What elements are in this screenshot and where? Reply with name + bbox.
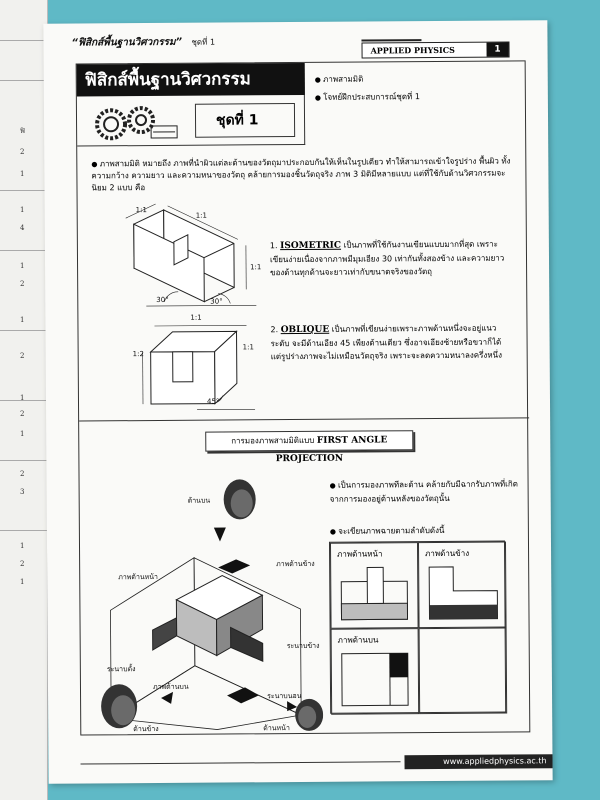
set-box: ชุดที่ 1	[195, 103, 295, 138]
topic-list	[315, 70, 420, 107]
view-cell-top	[331, 628, 420, 715]
view-grid	[329, 541, 506, 714]
header-title: “ฟิสิกส์พื้นฐานวิศวกรรม”	[71, 36, 183, 49]
method-oblique: 2. OBLIQUE เป็นภาพที่เขียนง่ายเพราะภาพด้านหนึ่งจะอยู่แนวระดับ จะมีด้านเอียง 45 เพียงด้านเดียว ซึ่งอาจเอียงซ้ายหรือขวาก็ได้ แต่รูปร่างภาพจะไม่เหมือนวัตถุจริง เพราะจะลดความหนาลงครึ่งหนึ่ง	[270, 323, 503, 362]
method-name: OBLIQUE	[280, 324, 330, 336]
label-eye-side: ด้านข้าง	[133, 724, 159, 734]
view-label: ภาพด้านบน	[337, 635, 379, 645]
topic-item: ● ภาพสามมิติ	[315, 70, 420, 89]
iso-scale-label: 1:1	[195, 211, 207, 220]
left-page-number: 1	[20, 394, 25, 402]
label-plane-right: ระนาบข้าง	[286, 641, 320, 651]
iso-scale-label: 1:1	[135, 206, 147, 215]
method-name: ISOMETRIC	[280, 240, 342, 252]
left-page-number: 2	[20, 470, 25, 478]
page-title: ฟิสิกส์พื้นฐานวิศวกรรม	[77, 63, 305, 97]
label-plan-face: ภาพด้านบน	[152, 682, 189, 692]
iso-scale-label: 1:1	[250, 263, 262, 272]
left-page-number: 4	[20, 224, 25, 232]
top-view-drawing	[340, 651, 412, 710]
title-block	[77, 63, 306, 147]
left-page-number: 2	[20, 148, 25, 156]
header-rule	[361, 39, 421, 41]
isometric-figure	[106, 201, 277, 312]
left-page-number: 1	[20, 542, 25, 550]
oblique-figure	[136, 321, 267, 414]
oblique-angle-label: 45°	[206, 397, 220, 406]
left-page-number: 2	[20, 410, 25, 418]
bullet-item: ● จะเขียนภาพฉายตามลำดับดังนี้	[330, 523, 520, 538]
label-top-view: ด้านบน	[187, 496, 211, 505]
side-view-drawing	[427, 565, 499, 624]
left-page-edge	[0, 0, 48, 800]
left-page-number: 1	[20, 262, 25, 270]
left-page-number: 1	[20, 430, 25, 438]
method-isometric: 1. ISOMETRIC เป็นภาพที่ใช้กันงานเขียนแบบมากที่สุด เพราะเขียนง่ายเนื่องจากภาพมีมุมเอียง 30 เท่ากันทั้งสองข้าง และความยาวของด้านทุกด้านจะยาวเท่ากับขนาดจริงของวัตถุ	[269, 239, 505, 278]
left-page-number: 1	[20, 316, 25, 324]
view-label: ภาพด้านข้าง	[425, 548, 470, 559]
bullet-item: ● เป็นการมองภาพทีละด้าน คล้ายกับมีฉากรับภาพที่เกิดจากการมองอยู่ด้านหลังของวัตถุนั้น	[330, 477, 520, 505]
brand-box	[361, 42, 509, 59]
header-set: ชุดที่ 1	[191, 37, 216, 47]
brand-label: APPLIED PHYSICS	[370, 44, 455, 56]
method-text: เป็นภาพที่เขียนง่ายเพราะภาพด้านหนึ่งจะอยู่แนวระดับ จะมีด้านเอียง 45 เพียงด้านเดียว ซึ่งอาจเอียงซ้ายหรือขวาก็ได้ แต่รูปร่างภาพจะไม่เหมือนวัตถุจริง เพราะจะลดความหนาลงครึ่งหนึ่ง	[270, 323, 503, 362]
label-side-face: ภาพด้านข้าง	[276, 559, 315, 569]
label-front-face: ภาพด้านหน้า	[118, 572, 159, 582]
view-cell-front	[330, 542, 419, 629]
oblique-scale-label: 1:1	[190, 313, 202, 322]
left-page-number: ฟิ	[20, 127, 25, 135]
left-page-number: 1	[20, 170, 25, 178]
intro-paragraph: ● ภาพสามมิติ หมายถึง ภาพที่นำผิวแต่ละด้านของวัตถุมาประกอบกันให้เห็นในรูปเดียว ทำให้สามารถเข้าใจรูปร่าง พื้นผิว ทั้งความกว้าง ความยาว และความหนาของวัตถุ คล้ายการมองชิ้นวัตถุจริง ภาพ 3 มิติมีหลายแบบ แต่ที่ใช้กับด้านวิศวกรรมจะนิยม 2 แบบ คือ	[91, 156, 511, 195]
view-label: ภาพด้านหน้า	[337, 549, 383, 559]
label-plane-bottom: ระนาบนอน	[267, 691, 302, 701]
left-page-number: 1	[20, 206, 25, 214]
oblique-scale-label: 1:1	[242, 343, 254, 352]
view-cell-empty	[419, 628, 508, 715]
view-cell-side	[418, 542, 507, 629]
worksheet-page	[43, 20, 552, 784]
section-divider	[79, 417, 529, 421]
iso-angle-label: 30°	[156, 295, 169, 304]
first-angle-heading: การมองภาพสามมิติแบบ FIRST ANGLE PROJECTION	[205, 430, 413, 451]
front-view-drawing	[339, 565, 411, 624]
iso-angle-label: 30°	[210, 297, 223, 306]
left-page-number: 1	[20, 578, 25, 586]
method-text: เป็นภาพที่ใช้กันงานเขียนแบบมากที่สุด เพราะเขียนง่ายเนื่องจากภาพมีมุมเอียง 30 เท่ากันทั้งสองข้าง และความยาวของด้านทุกด้านจะยาวเท่ากับขนาดจริงของวัตถุ	[269, 239, 505, 278]
left-page-number: 2	[20, 352, 25, 360]
topic-item: ● โจทย์ฝึกประสบการณ์ชุดที่ 1	[315, 88, 420, 107]
footer-rule	[81, 761, 401, 764]
gears-icon	[89, 100, 185, 143]
left-page-number: 3	[20, 488, 25, 496]
label-plane-left: ระนาบตั้ง	[106, 665, 136, 674]
footer-url: www.appliedphysics.ac.th	[404, 754, 552, 769]
page-number: 1	[486, 43, 508, 57]
left-page-number: 2	[20, 280, 25, 288]
label-eye-front: ด้านหน้า	[263, 724, 290, 733]
oblique-scale-label: 1:2	[132, 350, 144, 359]
left-page-number: 2	[20, 560, 25, 568]
